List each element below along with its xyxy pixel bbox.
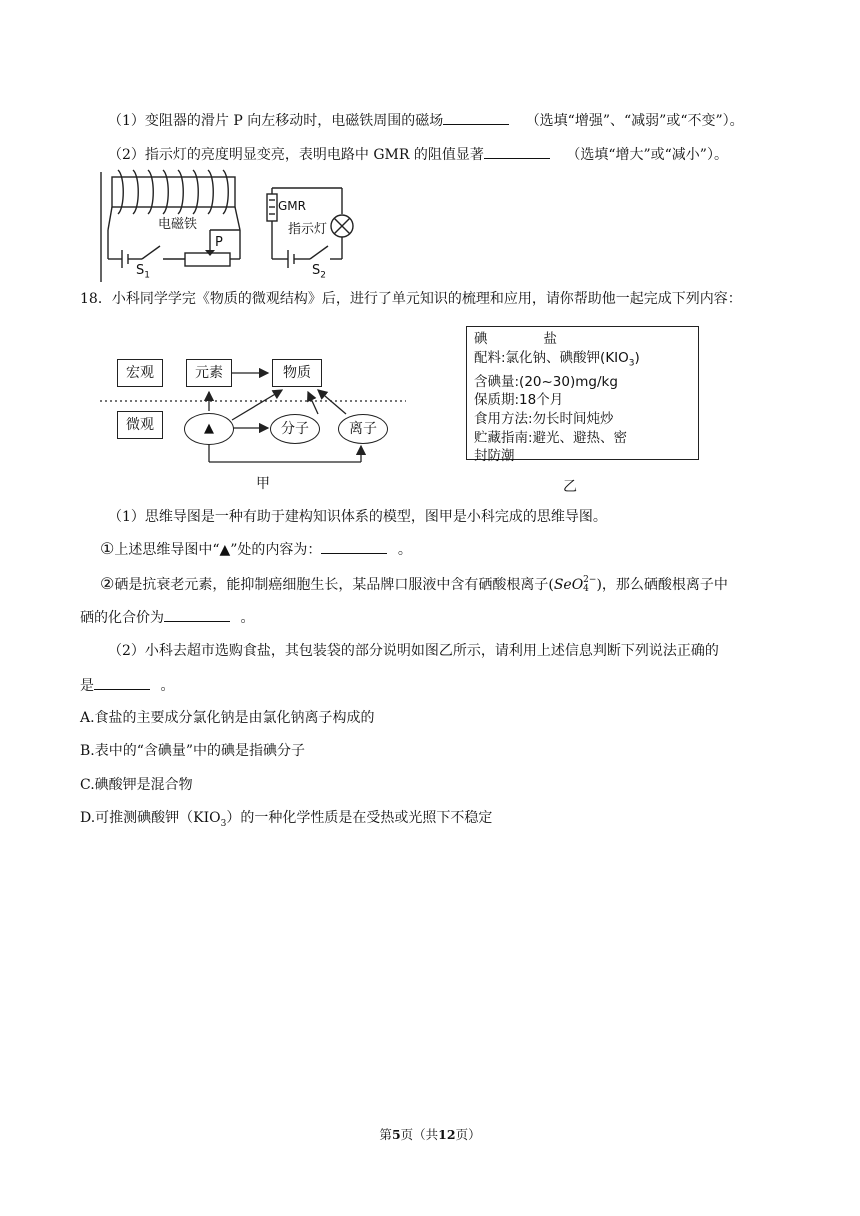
lamp-label: 指示灯	[288, 222, 328, 237]
salt-label: 碘 盐 配料:氯化钠、碘酸钾$(KIO_3)$ 含碘量:(20~30)mg/kg 保质期:18个月 食用方法:勿长时间炖炒 贮藏指南:避光、避热、密 封防潮	[466, 326, 699, 460]
caption-jia: 甲	[256, 476, 270, 492]
triangle-ellipse: ▲	[184, 413, 234, 445]
q17-part1: （1）变阻器的滑片 P 向左移动时，电磁铁周围的磁场 （选填“增强”、“减弱”或“不变”）。	[108, 110, 744, 131]
option-c: C.碘酸钾是混合物	[80, 777, 193, 793]
q18-intro: 18．小科同学学完《物质的微观结构》后，进行了单元知识的梳理和应用，请你帮助他一起完成下列内容：	[80, 291, 742, 307]
q18-sub2: ②硒是抗衰老元素，能抑制癌细胞生长，某品牌口服液中含有硒酸根离子(SeO 2− 4 )，那么硒酸根离子中	[100, 574, 728, 594]
answer-blank[interactable]	[321, 539, 387, 554]
micro-box: 微观	[117, 411, 163, 439]
q18-part2: （2）小科去超市选购食盐，其包装袋的部分说明如图乙所示，请利用上述信息判断下列说法正确的	[108, 643, 719, 659]
answer-blank[interactable]	[164, 607, 230, 622]
element-box: 元素	[186, 359, 232, 387]
ion-ellipse: 离子	[338, 414, 388, 444]
page-footer: 第5页（共12页）	[379, 1127, 481, 1142]
q17-part2: （2）指示灯的亮度明显变亮，表明电路中 GMR 的阻值显著 （选填“增大”或“减小”）。	[108, 144, 728, 165]
q18-part2-cont: 是 。	[80, 675, 174, 696]
molecule-ellipse: 分子	[270, 414, 320, 444]
answer-blank[interactable]	[443, 110, 509, 125]
slider-label: P	[215, 235, 223, 250]
option-d: D.可推测碘酸钾$(KIO_3)$的一种化学性质是在受热或光照下不稳定	[80, 810, 493, 829]
electromagnet-label: 电磁铁	[158, 217, 198, 232]
option-b: B.表中的“含碘量”中的碘是指碘分子	[80, 743, 306, 759]
caption-yi: 乙	[563, 479, 577, 495]
gmr-label: GMR	[278, 199, 306, 213]
answer-blank[interactable]	[484, 144, 550, 159]
option-a: A.食盐的主要成分氯化钠是由氯化钠离子构成的	[80, 710, 375, 726]
switch2-label: $S_2$	[312, 263, 326, 281]
q18-sub1: ①上述思维导图中“▲”处的内容为： 。	[100, 539, 412, 558]
q18-part1: （1）思维导图是一种有助于建构知识体系的模型，图甲是小科完成的思维导图。	[108, 509, 607, 525]
switch1-label: $S_1$	[136, 263, 150, 281]
macro-box: 宏观	[117, 359, 163, 387]
q18-sub2-cont: 硒的化合价为 。	[80, 607, 254, 628]
answer-blank[interactable]	[94, 675, 150, 690]
substance-box: 物质	[272, 359, 322, 387]
